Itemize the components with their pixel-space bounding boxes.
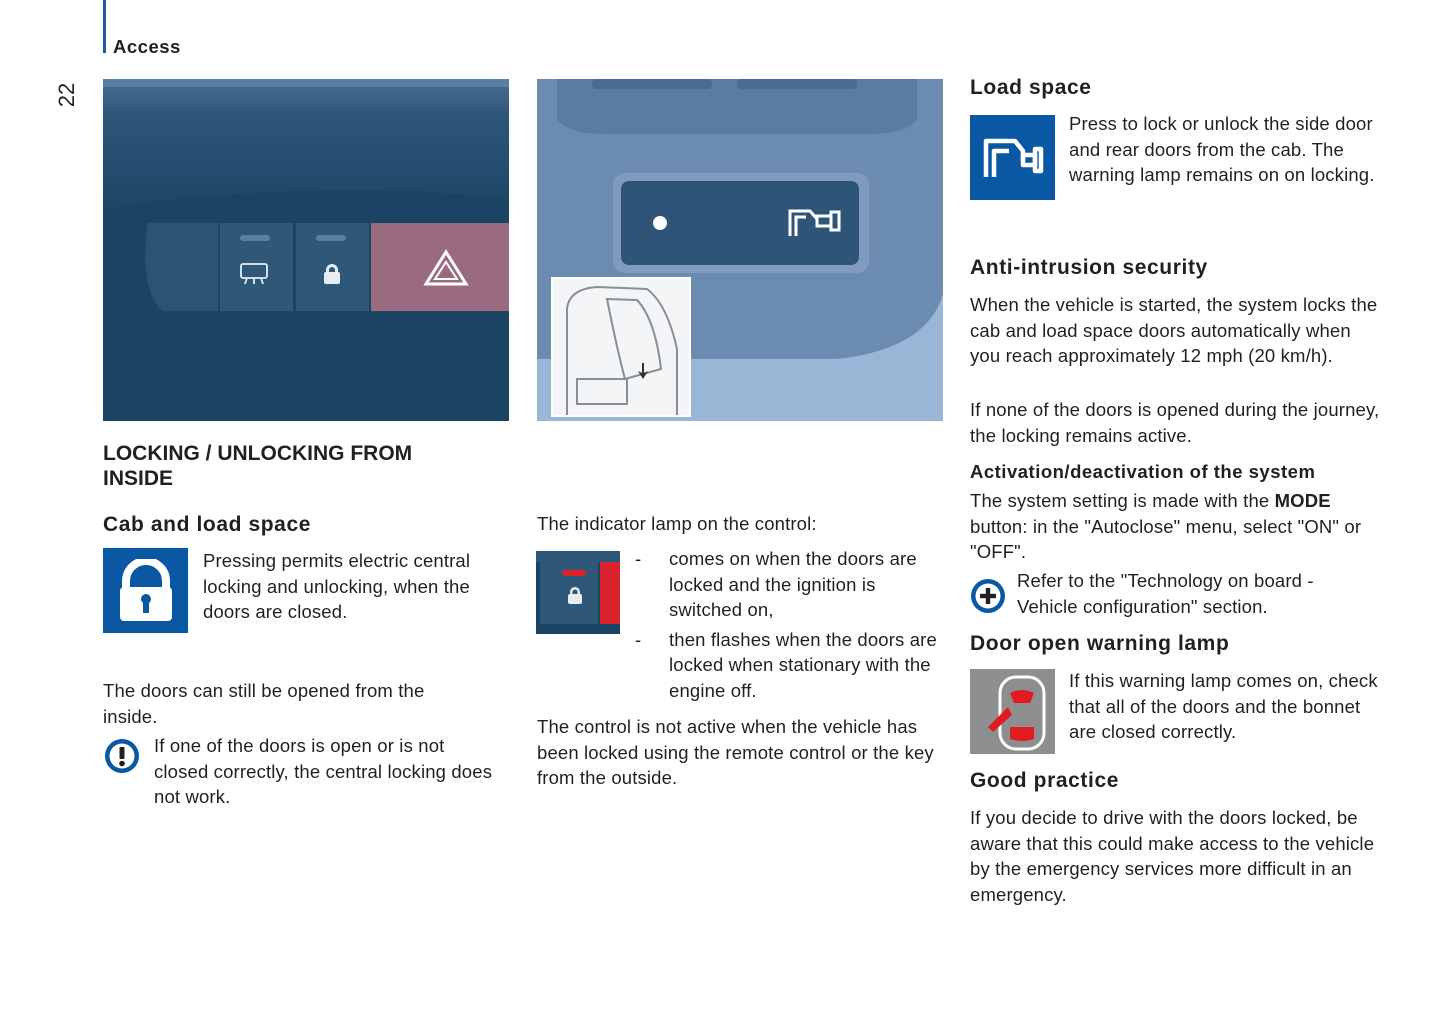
- section-heading: LOCKING / UNLOCKING FROM INSIDE: [103, 442, 413, 490]
- good-practice-heading: Good practice: [970, 769, 1119, 792]
- list-item: - then flashes when the doors are locked when stationary with the engine off.: [635, 628, 937, 701]
- activation-heading: Activation/deactivation of the system: [970, 461, 1316, 482]
- control-inactive-note: The control is not active when the vehicle has been locked using the remote control or the key from the outside.: [537, 716, 934, 788]
- door-open-warning-icon: [970, 669, 1055, 754]
- section-title: Access: [113, 36, 181, 57]
- header-rule: [103, 0, 106, 53]
- refer-section-text: Refer to the "Technology on board - Vehicle configuration" section.: [1017, 570, 1314, 617]
- dashboard-switch-panel-image: [103, 79, 509, 421]
- warning-icon: [103, 737, 141, 775]
- load-space-switch-image: [537, 79, 943, 421]
- page-number: 22: [54, 82, 79, 108]
- anti-intrusion-text-2: If none of the doors is opened during the journey, the locking remains active.: [970, 399, 1380, 446]
- list-item: - comes on when the doors are locked and the ignition is switched on,: [635, 548, 917, 620]
- load-space-heading: Load space: [970, 76, 1092, 99]
- load-space-lock-icon: [970, 115, 1055, 200]
- central-locking-warning: If one of the doors is open or is not closed correctly, the central locking does not work.: [154, 735, 493, 807]
- door-open-warning-text: If this warning lamp comes on, check that all of the doors and the bonnet are closed correctly.: [1069, 670, 1378, 742]
- doors-opening-note: The doors can still be opened from the inside.: [103, 680, 425, 727]
- cab-and-load-space-heading: Cab and load space: [103, 513, 312, 536]
- anti-intrusion-text-1: When the vehicle is started, the system locks the cab and load space doors automatically when you reach approximately 12 mph (20 km/h).: [970, 294, 1378, 366]
- info-plus-icon: [969, 577, 1007, 615]
- load-space-description: Press to lock or unlock the side door and rear doors from the cab. The warning lamp remains on on locking.: [1069, 113, 1375, 185]
- lock-icon: [103, 548, 188, 633]
- door-open-warning-heading: Door open warning lamp: [970, 632, 1230, 655]
- good-practice-text: If you decide to drive with the doors locked, be aware that this could make access to the vehicle by the emergency services more difficult in an emergency.: [970, 807, 1375, 905]
- anti-intrusion-heading: Anti-intrusion security: [970, 256, 1208, 279]
- activation-text: The system setting is made with the MODE button: in the "Autoclose" menu, select "ON" or "OFF".: [970, 490, 1362, 562]
- lock-description: Pressing permits electric central locking and unlocking, when the doors are closed.: [203, 550, 471, 622]
- indicator-intro: The indicator lamp on the control:: [537, 513, 817, 534]
- indicator-dot: [653, 216, 667, 230]
- indicator-bullet-list: [537, 546, 937, 703]
